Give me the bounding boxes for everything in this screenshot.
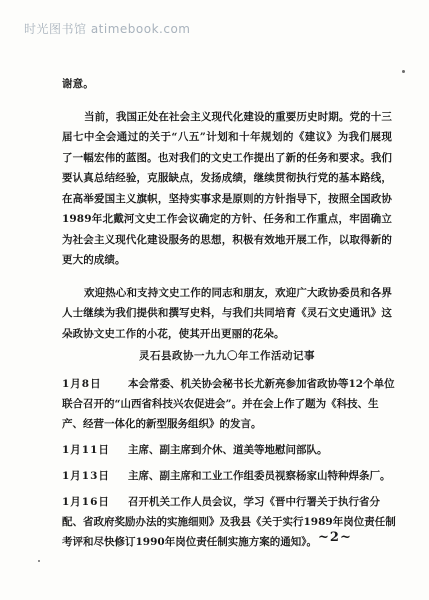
entry-text: 召开机关工作人员会议，学习《晋中行署关于执行省分配、省政府奖励办法的实施细则》及我县《关于实行1989年岗位责任制考评和尽快修订1990年岗位责任制实施方案的通知》。 xyxy=(62,496,396,548)
watermark-text: 时光图书馆 atimebook.com xyxy=(24,22,191,36)
log-entry xyxy=(62,440,396,460)
page-number: ~2~ xyxy=(318,530,352,545)
scan-speck xyxy=(38,560,40,562)
entry-date: 1月11日 xyxy=(62,444,110,456)
section-title: 灵石县政协一九九〇年工作活动记事 xyxy=(139,350,315,362)
entry-text: 本会常委、机关协会秘书长尤新亮参加省政协等12个单位联合召开的“山西省科技兴农促进会”。并在会上作了题为《科技、生产、经营一体化的新型服务组织》的发言。 xyxy=(62,378,395,430)
log-entry xyxy=(62,466,396,486)
entry-text: 主席、副主席和工业工作组委员视察杨家山特种焊条厂。 xyxy=(128,470,391,482)
entry-text: 主席、副主席到介休、道美等地慰问部队。 xyxy=(128,444,328,456)
entry-date: 1月16日 xyxy=(62,496,110,508)
entry-date: 1月8日 xyxy=(62,378,102,390)
paragraph-3: 欢迎热心和支持文史工作的同志和朋友，欢迎广大政协委员和各界人士继续为我们提供和撰写史料，与我们共同培育《灵石文史通讯》这朵政协文史工作的小花，使其开出更丽的花朵。 xyxy=(62,286,392,340)
log-entry xyxy=(62,374,396,434)
scan-speck xyxy=(402,70,405,73)
entry-date: 1月13日 xyxy=(62,470,110,482)
paragraph-2: 当前，我国正处在社会主义现代化建设的重要历史时期。党的十三届七中全会通过的关于“八五”计划和十年规划的《建议》为我们展现了一幅宏伟的蓝图。也对我们的文史工作提出了新的任务和要求。我们要认真总结经验，克服缺点，发扬成绩，继续贯彻执行党的基本路线，在高举爱国主义旗帜，坚持实事求是原则的方针指导下，按照全国政协1989年北戴河文史工作会议确定的方针、任务和工作重点，牢固确立为社会主义现代化建设服务的思想，积极有效地开展工作，以取得新的更大的成绩。 xyxy=(62,110,392,266)
body-text xyxy=(62,74,392,356)
paragraph-1: 谢意。 xyxy=(62,78,94,90)
